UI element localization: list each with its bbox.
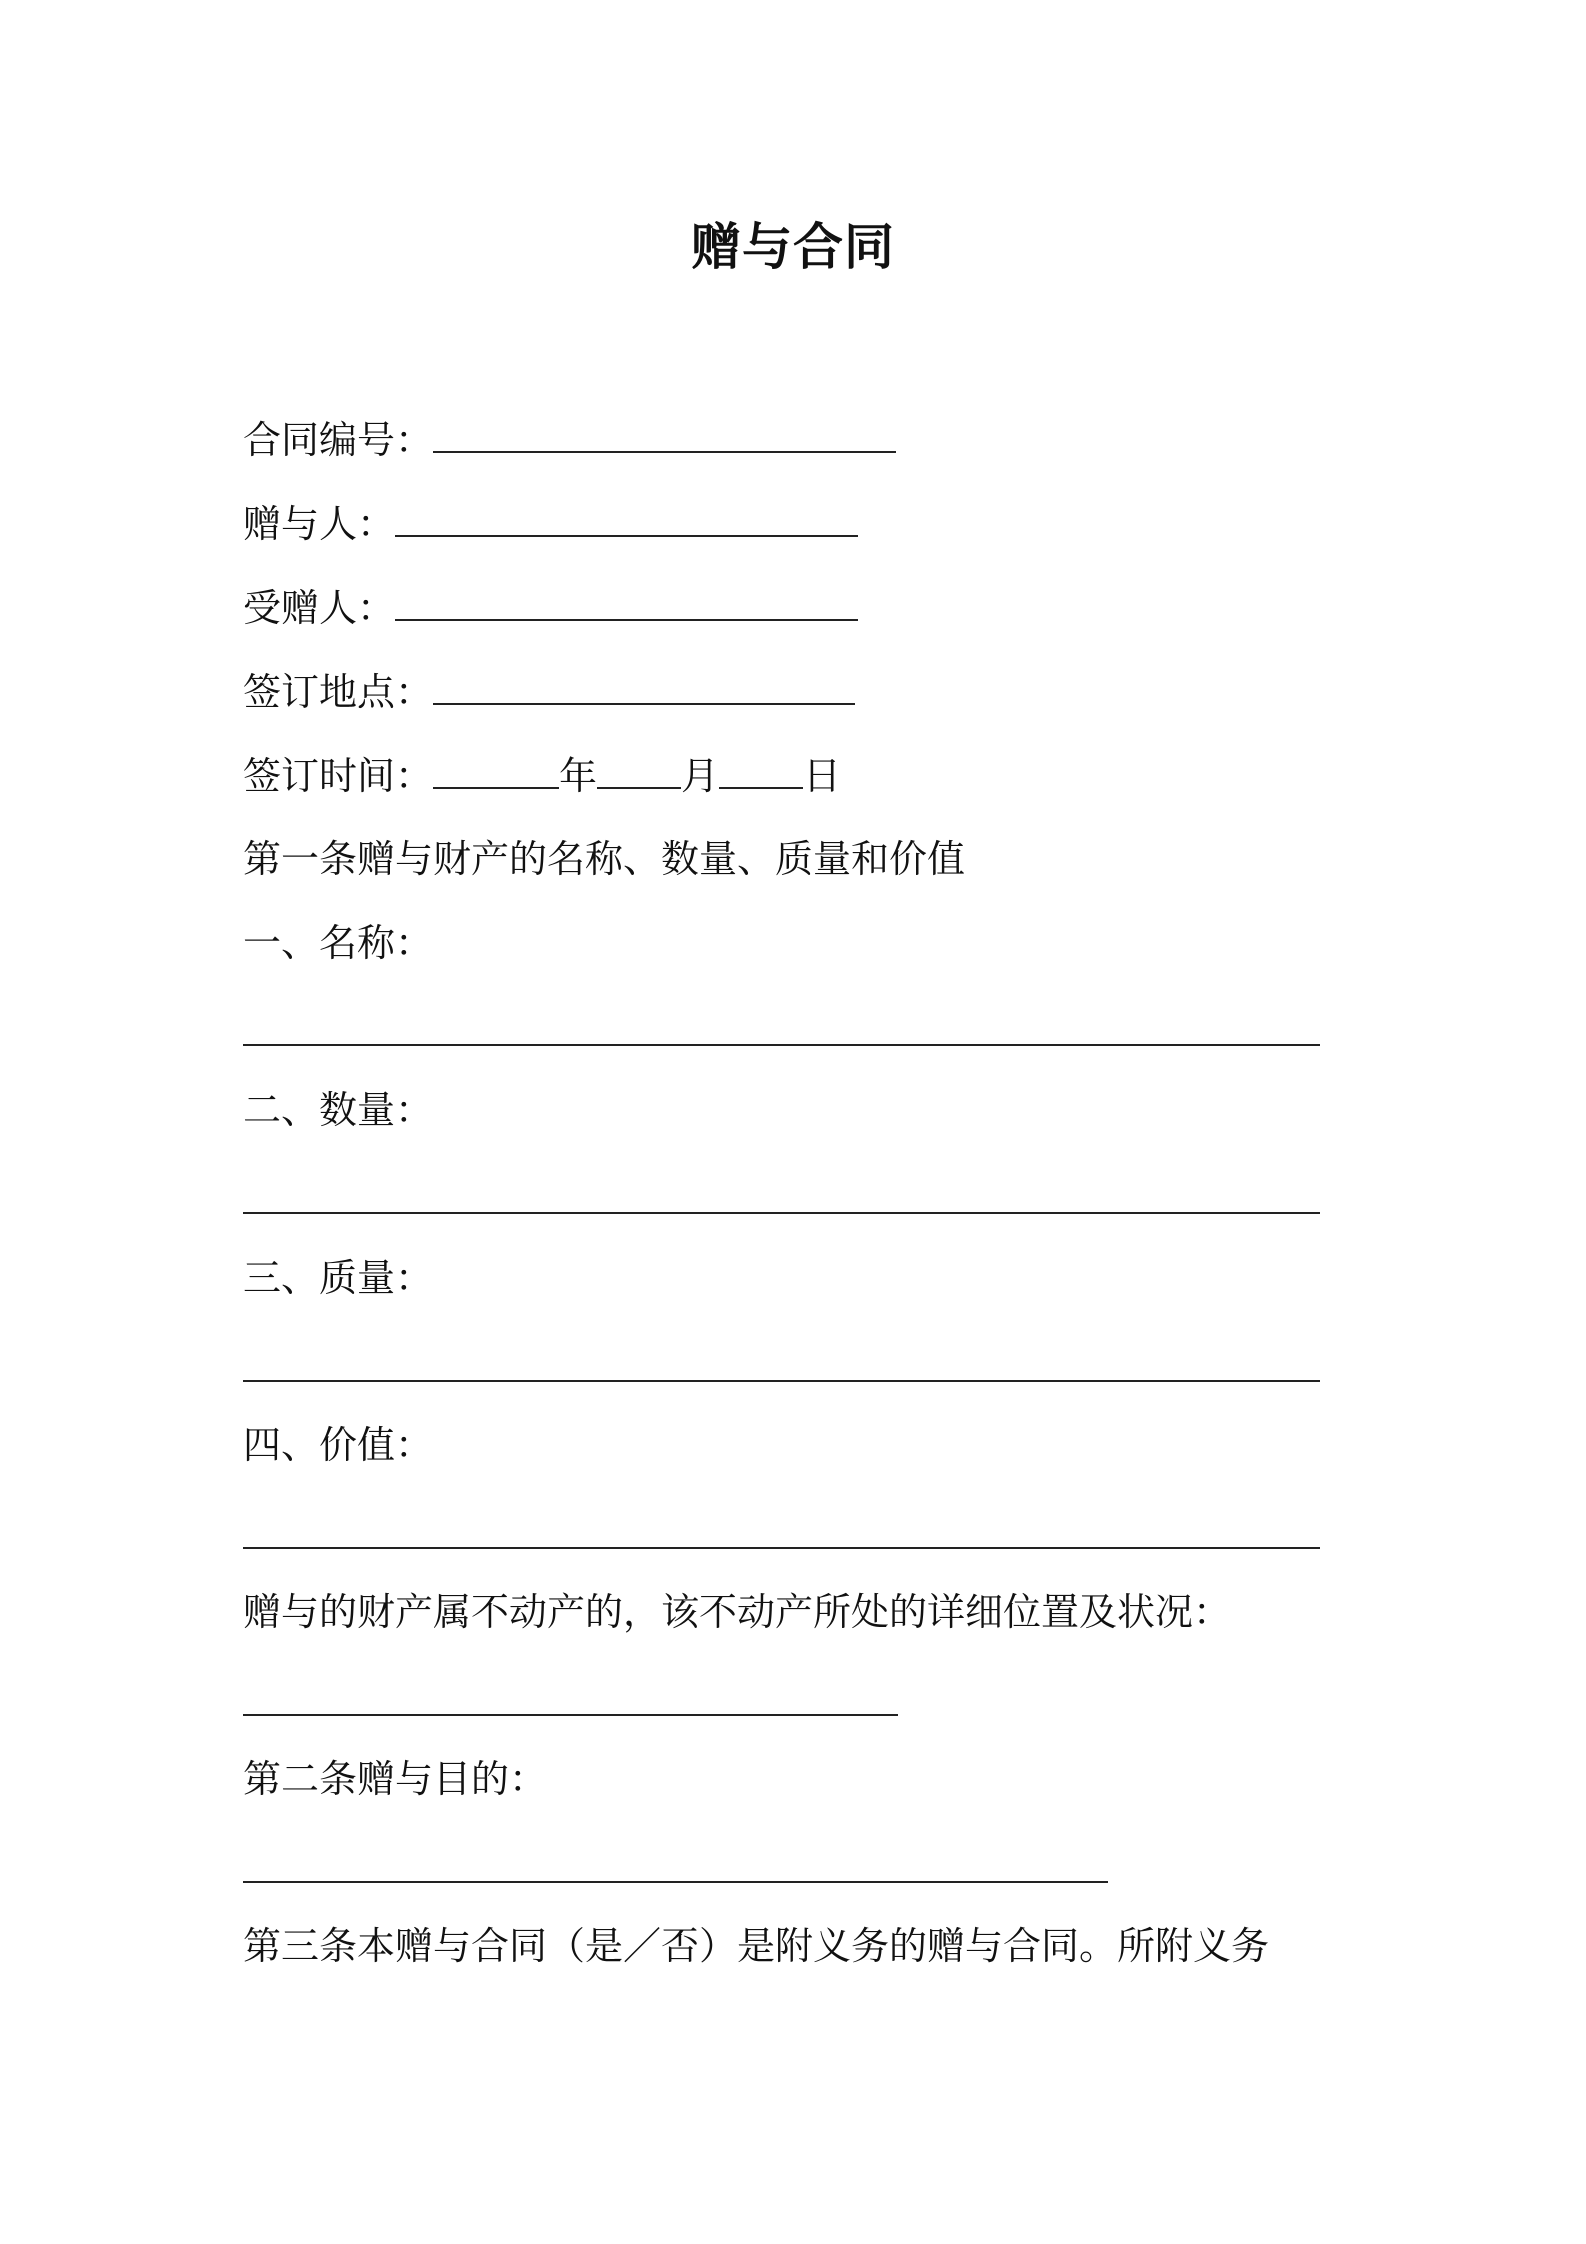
donor-blank[interactable] xyxy=(395,501,858,537)
signing-time-row xyxy=(243,751,841,801)
item-value-blank[interactable] xyxy=(243,1547,1320,1549)
item-value-label: 四、价值： xyxy=(243,1423,434,1467)
contract-number-blank[interactable] xyxy=(433,417,896,453)
month-blank[interactable] xyxy=(597,753,681,789)
purpose-blank[interactable] xyxy=(243,1881,1108,1883)
item-quantity-label: 二、数量： xyxy=(243,1088,434,1132)
real-estate-blank[interactable] xyxy=(243,1714,898,1716)
donee-label: 受赠人： xyxy=(243,586,396,630)
signing-place-label: 签订地点： xyxy=(243,670,434,714)
article-1-heading: 第一条赠与财产的名称、数量、质量和价值 xyxy=(243,837,966,881)
signing-place-blank[interactable] xyxy=(433,669,855,705)
document-title: 赠与合同 xyxy=(691,218,895,276)
day-char: 日 xyxy=(803,754,842,798)
year-char: 年 xyxy=(559,754,598,798)
article-3-heading: 第三条本赠与合同（是／否）是附义务的赠与合同。所附义务 xyxy=(243,1924,1270,1968)
donor-label: 赠与人： xyxy=(243,502,396,546)
month-char: 月 xyxy=(681,754,720,798)
donee-blank[interactable] xyxy=(395,585,858,621)
contract-number-row xyxy=(243,415,896,465)
item-name-blank[interactable] xyxy=(243,1044,1320,1046)
signing-place-row xyxy=(243,667,855,717)
contract-number-label: 合同编号： xyxy=(243,418,434,462)
year-blank[interactable] xyxy=(433,753,559,789)
article-2-heading: 第二条赠与目的： xyxy=(243,1757,548,1801)
signing-time-label: 签订时间： xyxy=(243,754,434,798)
donor-row xyxy=(243,499,858,549)
real-estate-text: 赠与的财产属不动产的，该不动产所处的详细位置及状况： xyxy=(243,1590,1232,1634)
item-quality-label: 三、质量： xyxy=(243,1256,434,1300)
donee-row xyxy=(243,583,858,633)
item-name-label: 一、名称： xyxy=(243,921,434,965)
item-quality-blank[interactable] xyxy=(243,1380,1320,1382)
day-blank[interactable] xyxy=(719,753,803,789)
item-quantity-blank[interactable] xyxy=(243,1212,1320,1214)
